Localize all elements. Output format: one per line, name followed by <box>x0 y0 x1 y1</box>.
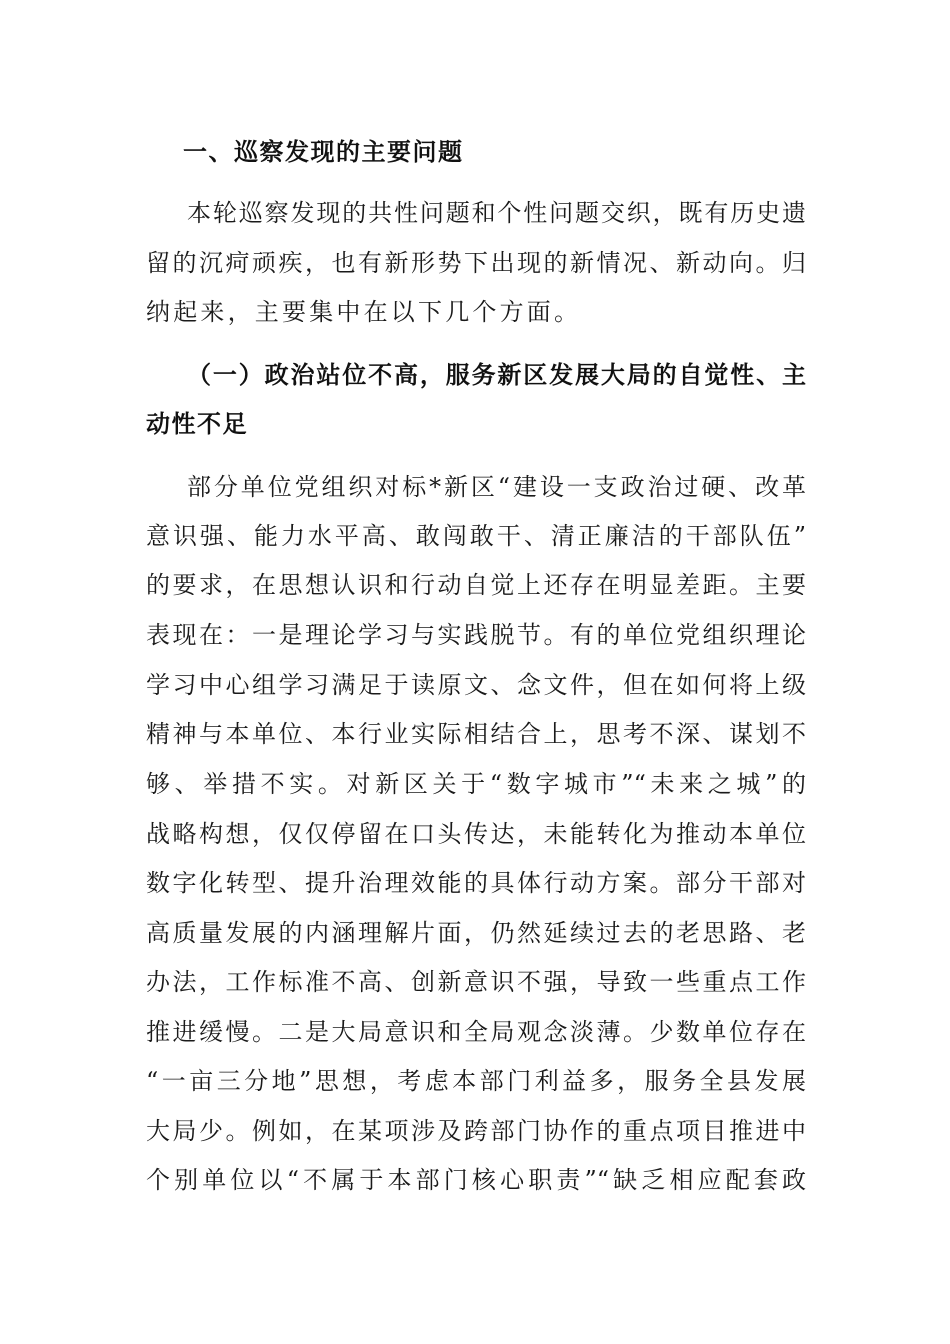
body-line: 个别单位以“不属于本部门核心职责”“缺乏相应配套政 <box>146 1166 806 1194</box>
intro-line: 本轮巡察发现的共性问题和个性问题交织，既有历史遗 <box>187 199 806 227</box>
body-line: “一亩三分地”思想，考虑本部门利益多，服务全县发展 <box>146 1067 806 1095</box>
subheading-line: 动性不足 <box>146 410 248 438</box>
intro-line: 纳起来，主要集中在以下几个方面。 <box>146 298 582 326</box>
body-line: 精神与本单位、本行业实际相结合上，思考不深、谋划不 <box>146 720 806 748</box>
section-heading: 一、巡察发现的主要问题 <box>183 138 464 166</box>
body-line: 数字化转型、提升治理效能的具体行动方案。部分干部对 <box>146 869 806 897</box>
body-line: 部分单位党组织对标*新区“建设一支政治过硬、改革 <box>187 473 806 501</box>
body-line: 高质量发展的内涵理解片面，仍然延续过去的老思路、老 <box>146 919 806 947</box>
body-line: 战略构想，仅仅停留在口头传达，未能转化为推动本单位 <box>146 820 806 848</box>
body-line: 学习中心组学习满足于读原文、念文件，但在如何将上级 <box>146 671 806 699</box>
body-line: 够、举措不实。对新区关于“数字城市”“未来之城”的 <box>146 770 806 798</box>
body-line: 推进缓慢。二是大局意识和全局观念淡薄。少数单位存在 <box>146 1018 806 1046</box>
subheading-line: （一）政治站位不高，服务新区发展大局的自觉性、主 <box>187 361 806 389</box>
body-line: 的要求，在思想认识和行动自觉上还存在明显差距。主要 <box>146 571 806 599</box>
body-line: 办法，工作标准不高、创新意识不强，导致一些重点工作 <box>146 968 806 996</box>
body-line: 表现在：一是理论学习与实践脱节。有的单位党组织理论 <box>146 621 806 649</box>
body-line: 大局少。例如，在某项涉及跨部门协作的重点项目推进中 <box>146 1117 806 1145</box>
intro-line: 留的沉疴顽疾，也有新形势下出现的新情况、新动向。归 <box>146 249 806 277</box>
body-line: 意识强、能力水平高、敢闯敢干、清正廉洁的干部队伍” <box>146 522 806 550</box>
